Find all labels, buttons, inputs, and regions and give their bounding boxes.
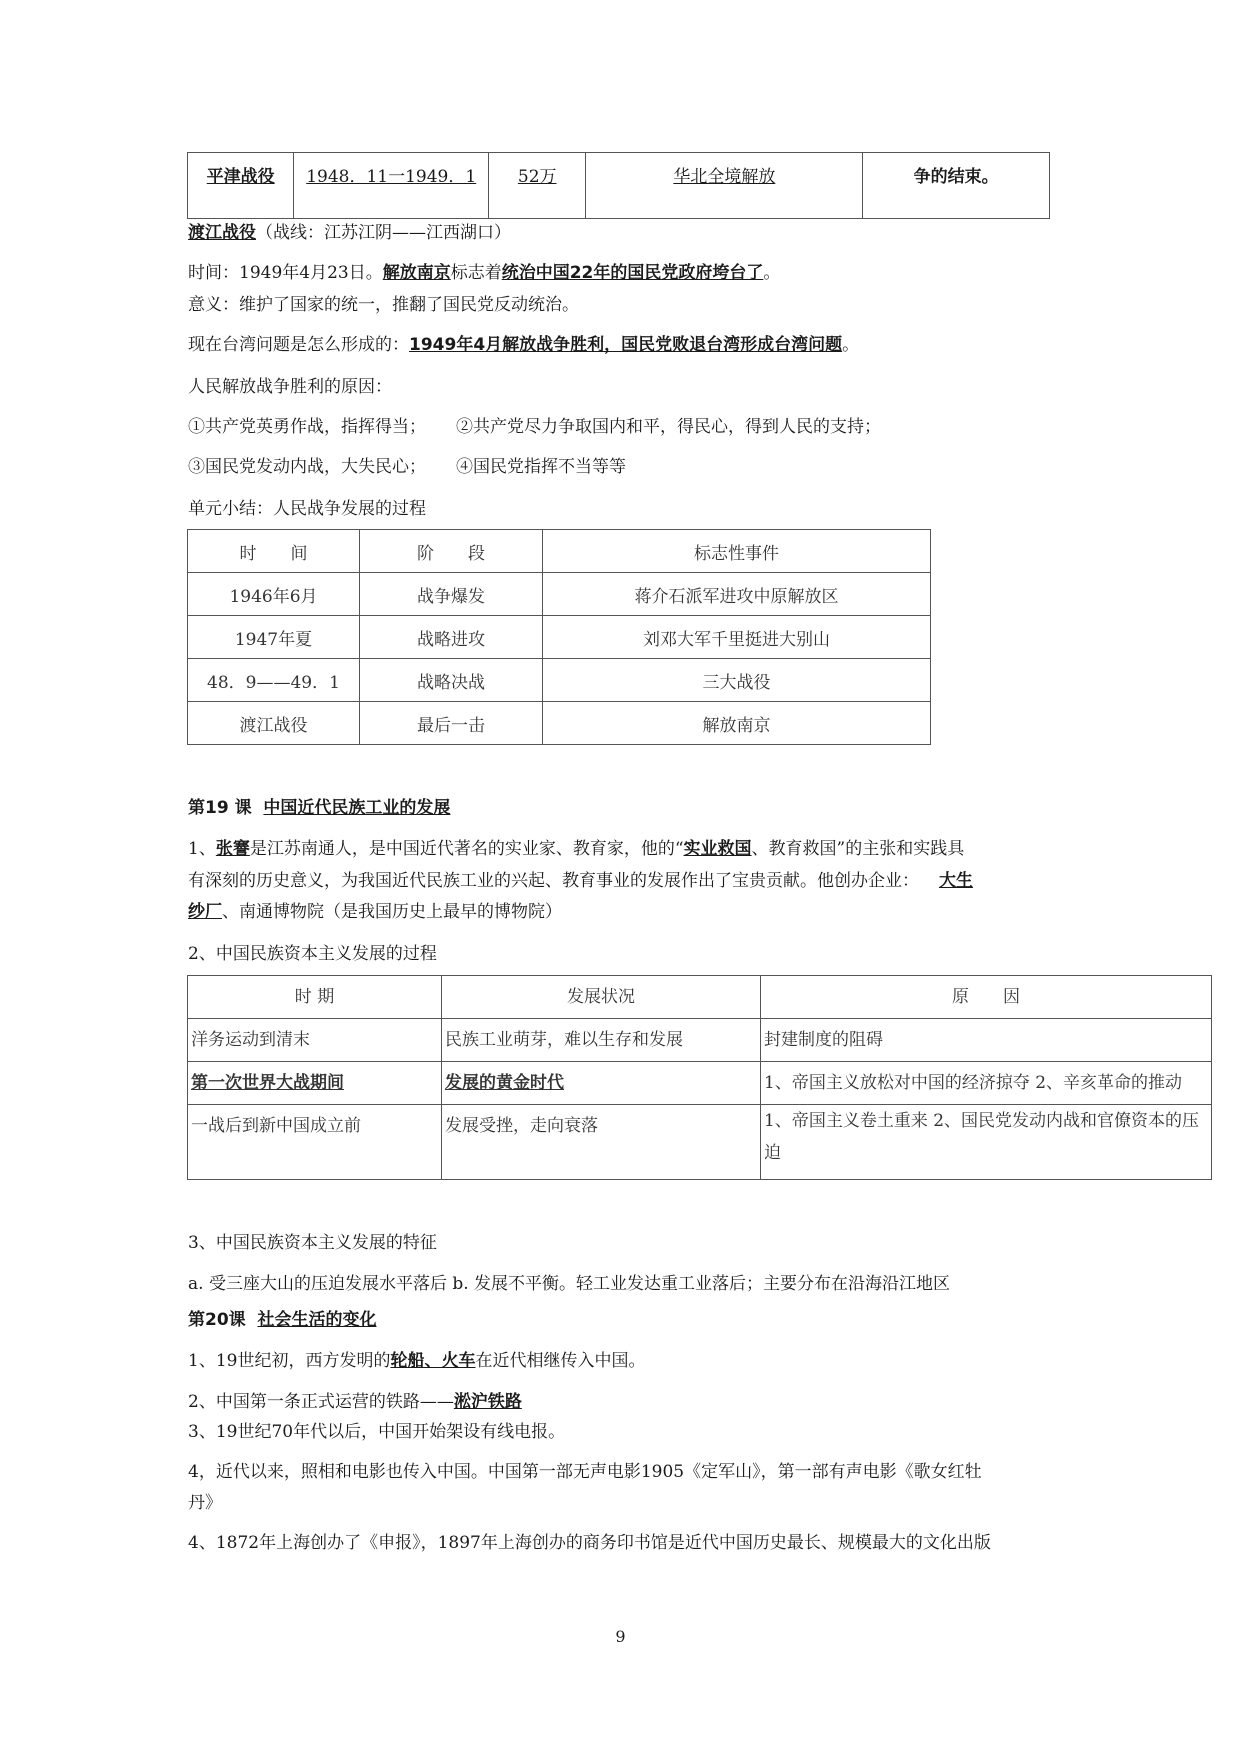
victory-reasons-heading: 人民解放战争胜利的原因： — [188, 377, 392, 397]
table-cell: 48．9——49．1 — [188, 659, 360, 702]
table-cell: 刘邓大军千里挺进大别山 — [543, 616, 931, 659]
table-cell: 战略决战 — [360, 659, 543, 702]
table-row — [188, 1062, 1212, 1105]
table-cell: 平津战役 — [188, 153, 294, 219]
reasons-line-2: ③国民党发动内战，大失民心； ④国民党指挥不当等等 — [188, 457, 626, 477]
table-header-cell: 标志性事件 — [543, 530, 931, 573]
paragraph-2: 2、中国民族资本主义发展的过程 — [188, 944, 437, 964]
table-cell: 渡江战役 — [188, 702, 360, 745]
table-header-cell: 时 期 — [188, 976, 442, 1019]
item-4-line-1: 4，近代以来，照相和电影也传入中国。中国第一部无声电影1905《定军山》，第一部有声电影《歌女红牡 — [188, 1462, 982, 1482]
table-header-row — [188, 976, 1212, 1019]
table-cell: 发展受挫，走向衰落 — [442, 1105, 761, 1180]
table-cell: 1948．11一1949．1 — [294, 153, 489, 219]
war-process-table — [187, 529, 931, 745]
reasons-line-1: ①共产党英勇作战，指挥得当； ②共产党尽力争取国内和平，得民心，得到人民的支持； — [188, 417, 881, 437]
table-cell: 1947年夏 — [188, 616, 360, 659]
table-cell: 民族工业萌芽，难以生存和发展 — [442, 1019, 761, 1062]
table-cell: 最后一击 — [360, 702, 543, 745]
paragraph-1-line-2: 有深刻的历史意义，为我国近代民族工业的兴起、教育事业的发展作出了宝贵贡献。他创办企业： 大生 — [188, 871, 973, 891]
page-number: 9 — [615, 1627, 626, 1646]
meaning-line: 意义：维护了国家的统一，推翻了国民党反动统治。 — [188, 295, 579, 315]
national-capitalism-table — [187, 975, 1212, 1180]
table-cell: 第一次世界大战期间 — [188, 1062, 442, 1105]
table-row — [188, 1105, 1212, 1180]
lesson-20-title: 第20课 社会生活的变化 — [188, 1310, 377, 1330]
paragraph-1-line-1: 1、张謇是江苏南通人，是中国近代著名的实业家、教育家，他的“实业救国、教育救国”的主张和实践具 — [188, 839, 965, 859]
table-cell: 战争爆发 — [360, 573, 543, 616]
paragraph-3: 3、中国民族资本主义发展的特征 — [188, 1233, 437, 1253]
item-2: 2、中国第一条正式运营的铁路——淞沪铁路 — [188, 1392, 522, 1412]
table-cell: 争的结束。 — [863, 153, 1050, 219]
item-5: 4、1872年上海创办了《申报》，1897年上海创办的商务印书馆是近代中国历史最长、规模最大的文化出版 — [188, 1533, 991, 1553]
table-cell: 洋务运动到清末 — [188, 1019, 442, 1062]
crossing-battle-line: 渡江战役（战线：江苏江阴——江西湖口） — [188, 223, 511, 243]
table-cell: 蒋介石派军进攻中原解放区 — [543, 573, 931, 616]
table-cell: 华北全境解放 — [586, 153, 863, 219]
table-cell: 1、帝国主义放松对中国的经济掠夺 2、辛亥革命的推动 — [761, 1062, 1212, 1105]
table-header-cell: 时 间 — [188, 530, 360, 573]
table-row — [188, 659, 931, 702]
table-header-cell: 原 因 — [761, 976, 1212, 1019]
table-header-cell: 阶 段 — [360, 530, 543, 573]
table-cell: 解放南京 — [543, 702, 931, 745]
battles-table — [187, 152, 1050, 219]
table-row — [188, 1019, 1212, 1062]
table-cell: 三大战役 — [543, 659, 931, 702]
table-cell: 战略进攻 — [360, 616, 543, 659]
item-1: 1、19世纪初，西方发明的轮船、火车在近代相继传入中国。 — [188, 1351, 646, 1371]
paragraph-1-line-3: 纱厂、南通博物院（是我国历史上最早的博物院） — [188, 902, 562, 922]
time-line: 时间：1949年4月23日。解放南京标志着统治中国22年的国民党政府垮台了。 — [188, 263, 781, 283]
table-header-cell: 发展状况 — [442, 976, 761, 1019]
table-cell: 52万 — [489, 153, 586, 219]
table-row — [188, 573, 931, 616]
table-cell: 1、帝国主义卷土重来 2、国民党发动内战和官僚资本的压迫 — [761, 1105, 1212, 1180]
table-header-row — [188, 530, 931, 573]
unit-summary-heading: 单元小结：人民战争发展的过程 — [188, 499, 426, 519]
paragraph-4: a. 受三座大山的压迫发展水平落后 b. 发展不平衡。轻工业发达重工业落后；主要分布在沿海沿江地区 — [188, 1274, 951, 1294]
table-cell: 发展的黄金时代 — [442, 1062, 761, 1105]
table-row — [188, 616, 931, 659]
taiwan-question-line: 现在台湾问题是怎么形成的：1949年4月解放战争胜利，国民党败退台湾形成台湾问题。 — [188, 335, 860, 355]
table-cell: 一战后到新中国成立前 — [188, 1105, 442, 1180]
item-3: 3、19世纪70年代以后，中国开始架设有线电报。 — [188, 1422, 566, 1442]
table-row — [188, 153, 1050, 219]
item-4-line-2: 丹》 — [188, 1493, 222, 1513]
table-row — [188, 702, 931, 745]
table-cell: 封建制度的阻碍 — [761, 1019, 1212, 1062]
lesson-19-title: 第19 课 中国近代民族工业的发展 — [188, 798, 451, 818]
table-cell: 1946年6月 — [188, 573, 360, 616]
